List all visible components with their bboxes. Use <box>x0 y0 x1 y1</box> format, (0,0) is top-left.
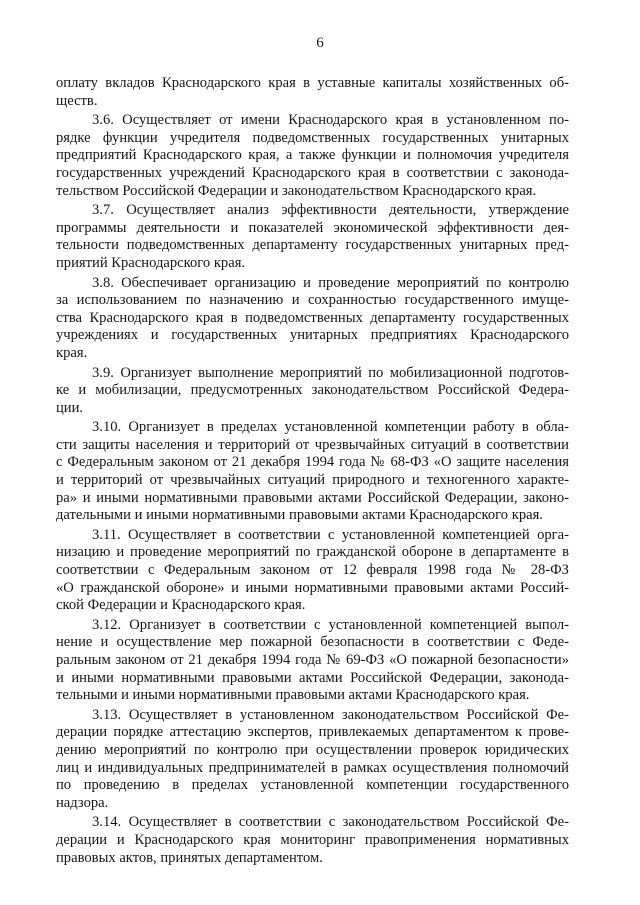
text-line: 3.12. Организует в соответствии с установленной компетенцией выпол- <box>92 616 569 633</box>
text-line: и иными нормативными правовыми актами Российской Федерации, законода- <box>56 669 569 686</box>
paragraph <box>56 419 569 525</box>
text-line: ществ. <box>56 92 98 109</box>
text-line: 3.6. Осуществляет от имени Краснодарского края в установленном по- <box>92 112 569 129</box>
text-line: ства Краснодарского края в подведомственных департаменту государственных <box>56 309 569 326</box>
paragraph <box>56 202 569 272</box>
text-line: программы деятельности и показателей экономической эффективности дея- <box>56 219 569 236</box>
text-line: дательными и иными нормативными правовыми актами Краснодарского края. <box>56 507 543 524</box>
text-line: лиц и индивидуальных предпринимателей в рамках осуществления полномочий <box>56 759 569 776</box>
text-line: тельности подведомственных департаменту государственных унитарных пред- <box>56 237 569 254</box>
paragraph <box>56 365 569 418</box>
text-line: низацию и проведение мероприятий по гражданской обороне в департаменте в <box>56 544 569 561</box>
text-line: дерации и Краснодарского края мониторинг правоприменения нормативных <box>56 831 569 848</box>
paragraph <box>56 75 569 110</box>
text-line: учреждениях и государственных унитарных предприятиях Краснодарского <box>56 327 569 344</box>
text-line: дению мероприятий по контролю при осуществлении проверок юридических <box>56 741 569 758</box>
page-number: 6 <box>316 35 324 51</box>
text-line: ральным законом от 21 декабря 1994 года № 69-ФЗ «О пожарной безопасности» <box>56 652 569 668</box>
text-line: 3.9. Организует выполнение мероприятий по мобилизационной подготов- <box>92 364 569 381</box>
text-line: 3.14. Осуществляет в соответствии с законодательством Российской Фе- <box>92 814 569 831</box>
document-body <box>56 75 569 869</box>
text-line: тельством Российской Федерации и законодательством Краснодарского края. <box>56 182 537 199</box>
text-line: по проведению в пределах установленной компетенции государственного <box>56 777 569 794</box>
text-line: 3.11. Осуществляет в соответствии с установленной компетенцией орга- <box>92 526 569 543</box>
text-line: 3.8. Обеспечивает организацию и проведение мероприятий по контролю <box>92 274 569 291</box>
text-line: «О гражданской обороне» и иными нормативными правовыми актами Россий- <box>56 579 569 596</box>
text-line: дерации порядке аттестацию экспертов, привлекаемых департаментом к прове- <box>56 724 569 741</box>
text-line: и территорий от чрезвычайных ситуаций природного и техногенного характе- <box>56 472 569 489</box>
text-line: 3.10. Организует в пределах установленной компетенции работу в обла- <box>92 419 569 436</box>
text-line: приятий Краснодарского края. <box>56 254 246 271</box>
paragraph <box>56 617 569 705</box>
text-line: ке и мобилизации, предусмотренных законодательством Российской Федера- <box>56 382 569 399</box>
text-line: соответствии с Федеральным законом от 12 февраля 1998 года № 28-ФЗ <box>56 562 569 579</box>
text-line: за использованием по назначению и сохранностью государственного имуще- <box>56 292 569 309</box>
paragraph <box>56 275 569 363</box>
text-line: ской Федерации и Краснодарского края. <box>56 597 306 614</box>
text-line: рядке функции учредителя подведомственных государственных унитарных <box>56 129 569 146</box>
text-line: 3.7. Осуществляет анализ эффективности деятельности, утверждение <box>92 202 569 219</box>
paragraph <box>56 707 569 813</box>
text-line: 3.13. Осуществляет в установленном законодательством Российской Фе- <box>92 706 569 723</box>
paragraph <box>56 527 569 615</box>
paragraph <box>56 112 569 200</box>
text-line: правовых актов, принятых департаментом. <box>56 849 323 866</box>
text-line: с Федеральным законом от 21 декабря 1994 года № 68-ФЗ «О защите населения <box>56 454 569 471</box>
text-line: надзора. <box>56 794 109 811</box>
text-line: тельными и иными нормативными правовыми актами Краснодарского края. <box>56 687 530 704</box>
paragraph <box>56 814 569 867</box>
text-line: нение и осуществление мер пожарной безопасности в соответствии с Феде- <box>56 634 569 651</box>
text-line: государственных учреждений Краснодарского края в соответствии с законода- <box>56 164 569 181</box>
text-line: края. <box>56 344 88 361</box>
text-line: сти защиты населения и территорий от чрезвычайных ситуаций в соответствии <box>56 436 569 453</box>
text-line: ра» и иными нормативными правовыми актами Российской Федерации, законо- <box>56 489 569 506</box>
text-line: оплату вкладов Краснодарского края в уставные капиталы хозяйственных об- <box>56 75 569 91</box>
text-line: предприятий Краснодарского края, а также функции и полномочия учредителя <box>56 147 569 164</box>
text-line: ции. <box>56 399 84 416</box>
